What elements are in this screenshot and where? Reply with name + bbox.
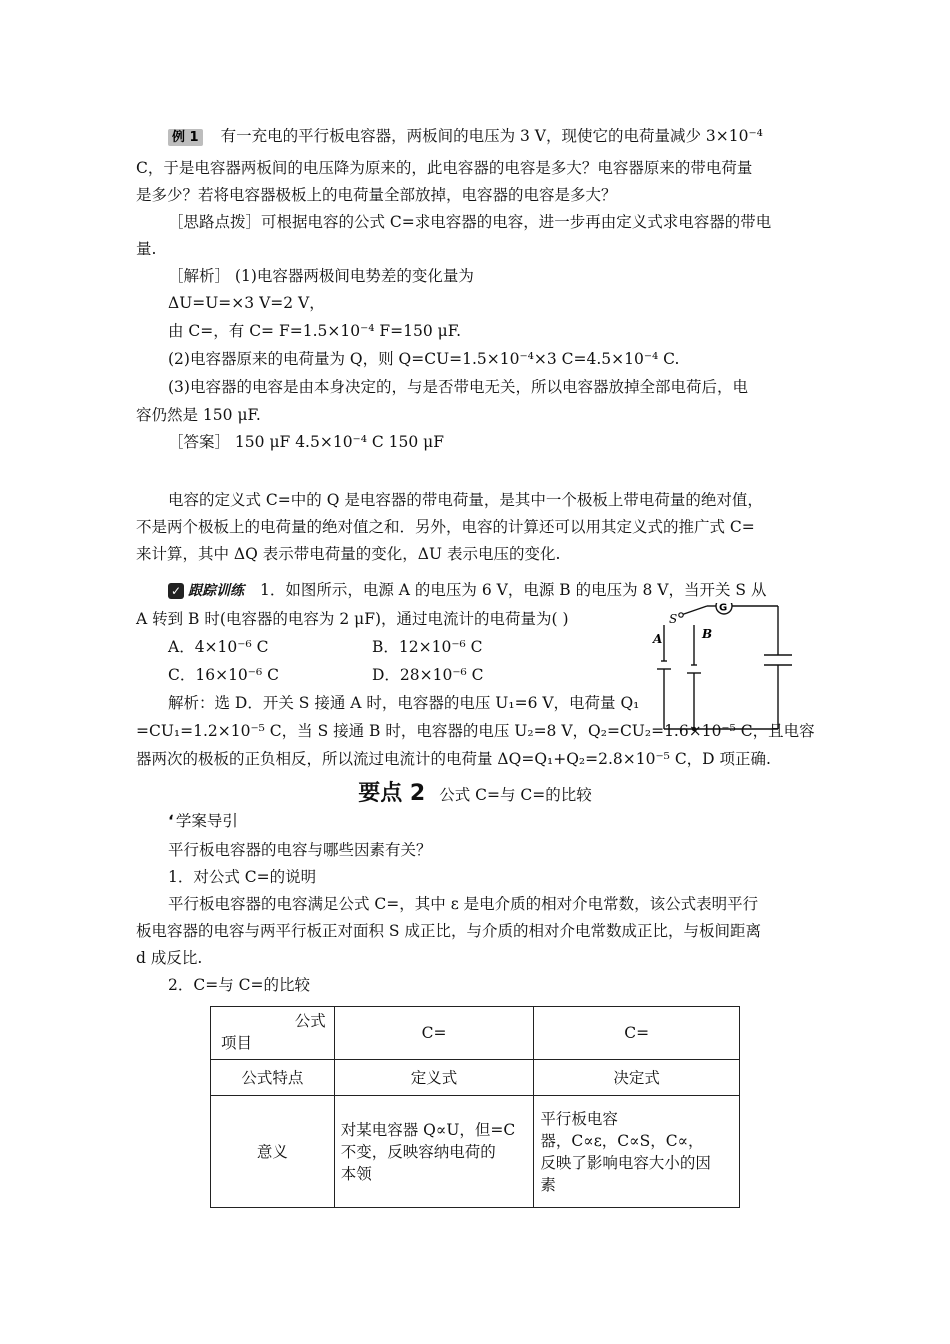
- item1-title: 1．对公式 C=的说明: [168, 868, 317, 886]
- section-subtitle: 公式 C=与 C=的比较: [439, 786, 592, 804]
- section-heading: [0, 776, 950, 807]
- analysis-line-3: 器两次的极板的正负相反，所以流过电流计的电荷量 ΔQ=Q₁+Q₂=2.8×10⁻⁵ C，D 项正确.: [136, 750, 771, 768]
- analysis-line-2: =CU₁=1.2×10⁻⁵ C，当 S 接通 B 时，电容器的电压 U₂=8 V，Q₂=CU₂=1.6×10⁻⁵ C，且电容: [136, 722, 815, 740]
- table-row: 公式特点 定义式 决定式: [211, 1060, 740, 1096]
- practice-line-2: A 转到 B 时(电容器的电容为 2 μF)，通过电流计的电荷量为( ): [136, 610, 569, 628]
- example-line-2: C，于是电容器两板间的电压降为原来的，此电容器的电容是多大？电容器原来的带电荷量: [136, 159, 753, 177]
- note-line-3: 来计算，其中 ΔQ 表示带电荷量的变化，ΔU 表示电压的变化.: [136, 545, 561, 563]
- analysis-line-1: 解析：选 D．开关 S 接通 A 时，电容器的电压 U₁=6 V，电荷量 Q₁: [168, 694, 640, 712]
- section-title: 要点 2: [358, 781, 426, 806]
- guide-title: ʻ 学案导引: [168, 812, 238, 830]
- option-d: D．28×10⁻⁶ C: [372, 666, 484, 684]
- solution-line-2: ΔU=U=×3 V=2 V，: [168, 294, 325, 312]
- solution-line-1: ［解析］ (1)电容器两极间电势差的变化量为: [168, 267, 474, 285]
- item1-line-2: 板电容器的电容与两平行板正对面积 S 成正比，与介质的相对介电常数成正比，与板间距离: [136, 922, 761, 940]
- galvanometer-label: G: [719, 603, 728, 614]
- practice-badge: ✓ 跟踪训练: [168, 581, 244, 601]
- guide-question: 平行板电容器的电容与哪些因素有关？: [168, 841, 432, 859]
- table-corner-cell: 公式 项目: [211, 1007, 335, 1060]
- switch-label: S: [669, 612, 678, 626]
- table-col-definition: C=: [334, 1007, 534, 1060]
- example-badge: 例 1: [168, 129, 203, 146]
- option-c: C．16×10⁻⁶ C: [168, 666, 279, 684]
- item2-title: 2．C=与 C=的比较: [168, 976, 310, 994]
- item1-line-1: 平行板电容器的电容满足公式 C=，其中 ε 是电介质的相对介电常数，该公式表明平行: [168, 895, 759, 913]
- solution-line-5: (3)电容器的电容是由本身决定的，与是否带电无关，所以电容器放掉全部电荷后，电: [168, 378, 748, 396]
- hint-line-1: ［思路点拨］可根据电容的公式 C=求电容器的电容，进一步再由定义式求电容器的带电: [168, 213, 772, 231]
- example-line-1: 例 1 有一充电的平行板电容器，两板间的电压为 3 V，现使它的电荷量减少 3×10⁻⁴: [168, 126, 763, 146]
- battery-a-label: A: [653, 632, 663, 646]
- solution-line-6: 容仍然是 150 μF.: [136, 406, 261, 424]
- check-icon: ✓: [168, 583, 184, 599]
- table-row: 意义 对某电容器 Q∝U，但=C 不变，反映容纳电荷的 本领 平行板电容 器，C∝ε，C∝S，C∝， 反映了影响电容大小的因 素: [211, 1096, 740, 1208]
- option-a: A．4×10⁻⁶ C: [168, 638, 269, 656]
- table-header-row: [211, 1007, 740, 1060]
- item1-line-3: d 成反比.: [136, 949, 203, 967]
- meaning-determinant-cell: 平行板电容 器，C∝ε，C∝S，C∝， 反映了影响电容大小的因 素: [534, 1096, 740, 1208]
- comparison-table: [210, 1006, 740, 1208]
- circuit-diagram: [640, 603, 810, 733]
- option-b: B．12×10⁻⁶ C: [372, 638, 483, 656]
- battery-b-label: B: [702, 627, 713, 641]
- note-line-1: 电容的定义式 C=中的 Q 是电容器的带电荷量，是其中一个极板上带电荷量的绝对值，: [168, 491, 763, 509]
- example-line-3: 是多少？若将电容器极板上的电荷量全部放掉，电容器的电容是多大？: [136, 186, 617, 204]
- meaning-definition-cell: 对某电容器 Q∝U，但=C 不变，反映容纳电荷的 本领: [334, 1096, 534, 1208]
- guide-mark-icon: ʻ: [168, 812, 174, 830]
- solution-line-3: 由 C=，有 C= F=1.5×10⁻⁴ F=150 μF.: [168, 322, 461, 340]
- hint-line-2: 量.: [136, 240, 157, 258]
- answer-line: ［答案］ 150 μF 4.5×10⁻⁴ C 150 μF: [168, 433, 445, 451]
- practice-line-1: ✓ 跟踪训练 1．如图所示，电源 A 的电压为 6 V，电源 B 的电压为 8 V，当开关 S 从: [168, 580, 766, 601]
- solution-line-4: (2)电容器原来的电荷量为 Q，则 Q=CU=1.5×10⁻⁴×3 C=4.5×10⁻⁴ C.: [168, 350, 680, 368]
- note-line-2: 不是两个极板上的电荷量的绝对值之和．另外，电容的计算还可以用其定义式的推广式 C=: [136, 518, 755, 536]
- table-col-determinant: C=: [534, 1007, 740, 1060]
